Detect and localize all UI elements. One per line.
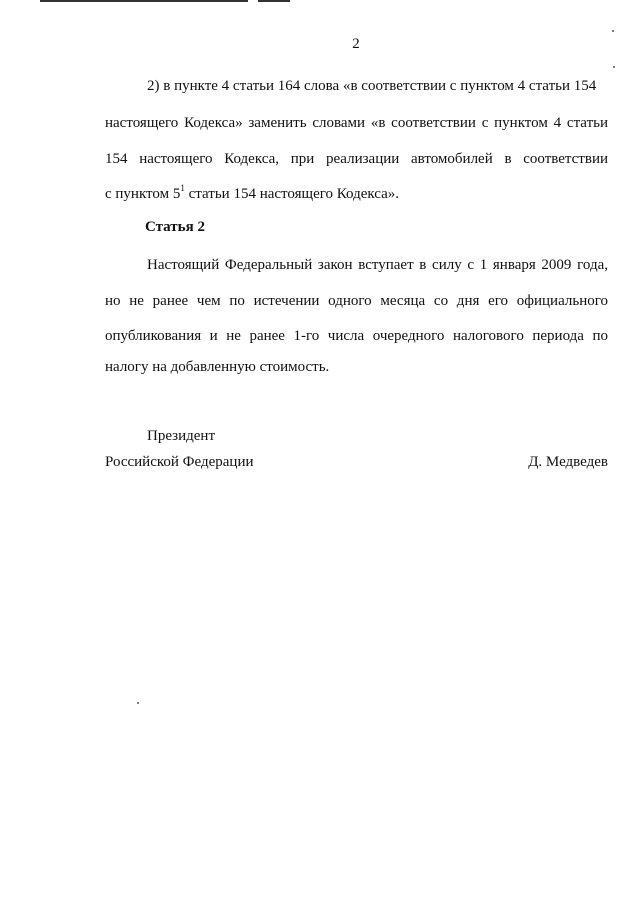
superscript: 1 bbox=[180, 183, 185, 193]
article-heading: Статья 2 bbox=[145, 219, 205, 235]
paragraph-line: Настоящий Федеральный закон вступает в силу с 1 января 2009 года, bbox=[147, 257, 608, 273]
paragraph-line: но не ранее чем по истечении одного месяца со дня его официального bbox=[105, 293, 608, 309]
paragraph-line: настоящего Кодекса» заменить словами «в соответствии с пунктом 4 статьи bbox=[105, 115, 608, 131]
scan-speck bbox=[612, 30, 614, 32]
paragraph-line: налогу на добавленную стоимость. bbox=[105, 359, 330, 375]
line-text: с пунктом 5 bbox=[105, 186, 181, 202]
paragraph-line bbox=[105, 183, 400, 203]
scan-speck bbox=[613, 66, 615, 68]
page-number: 2 bbox=[352, 36, 360, 52]
line-text: статьи 154 настоящего Кодекса». bbox=[184, 186, 400, 202]
signatory-title: Президент bbox=[147, 428, 215, 444]
scan-speck bbox=[137, 702, 139, 704]
paragraph-line: 2) в пункте 4 статьи 164 слова «в соответствии с пунктом 4 статьи 154 bbox=[147, 78, 597, 94]
scan-artifact-bar bbox=[258, 0, 290, 2]
paragraph-line: опубликования и не ранее 1-го числа очередного налогового периода по bbox=[105, 328, 608, 344]
scan-artifact-bar bbox=[40, 0, 248, 2]
paragraph-line: 154 настоящего Кодекса, при реализации автомобилей в соответствии bbox=[105, 151, 608, 167]
signatory-country: Российской Федерации bbox=[105, 454, 254, 470]
signatory-name: Д. Медведев bbox=[528, 454, 608, 470]
